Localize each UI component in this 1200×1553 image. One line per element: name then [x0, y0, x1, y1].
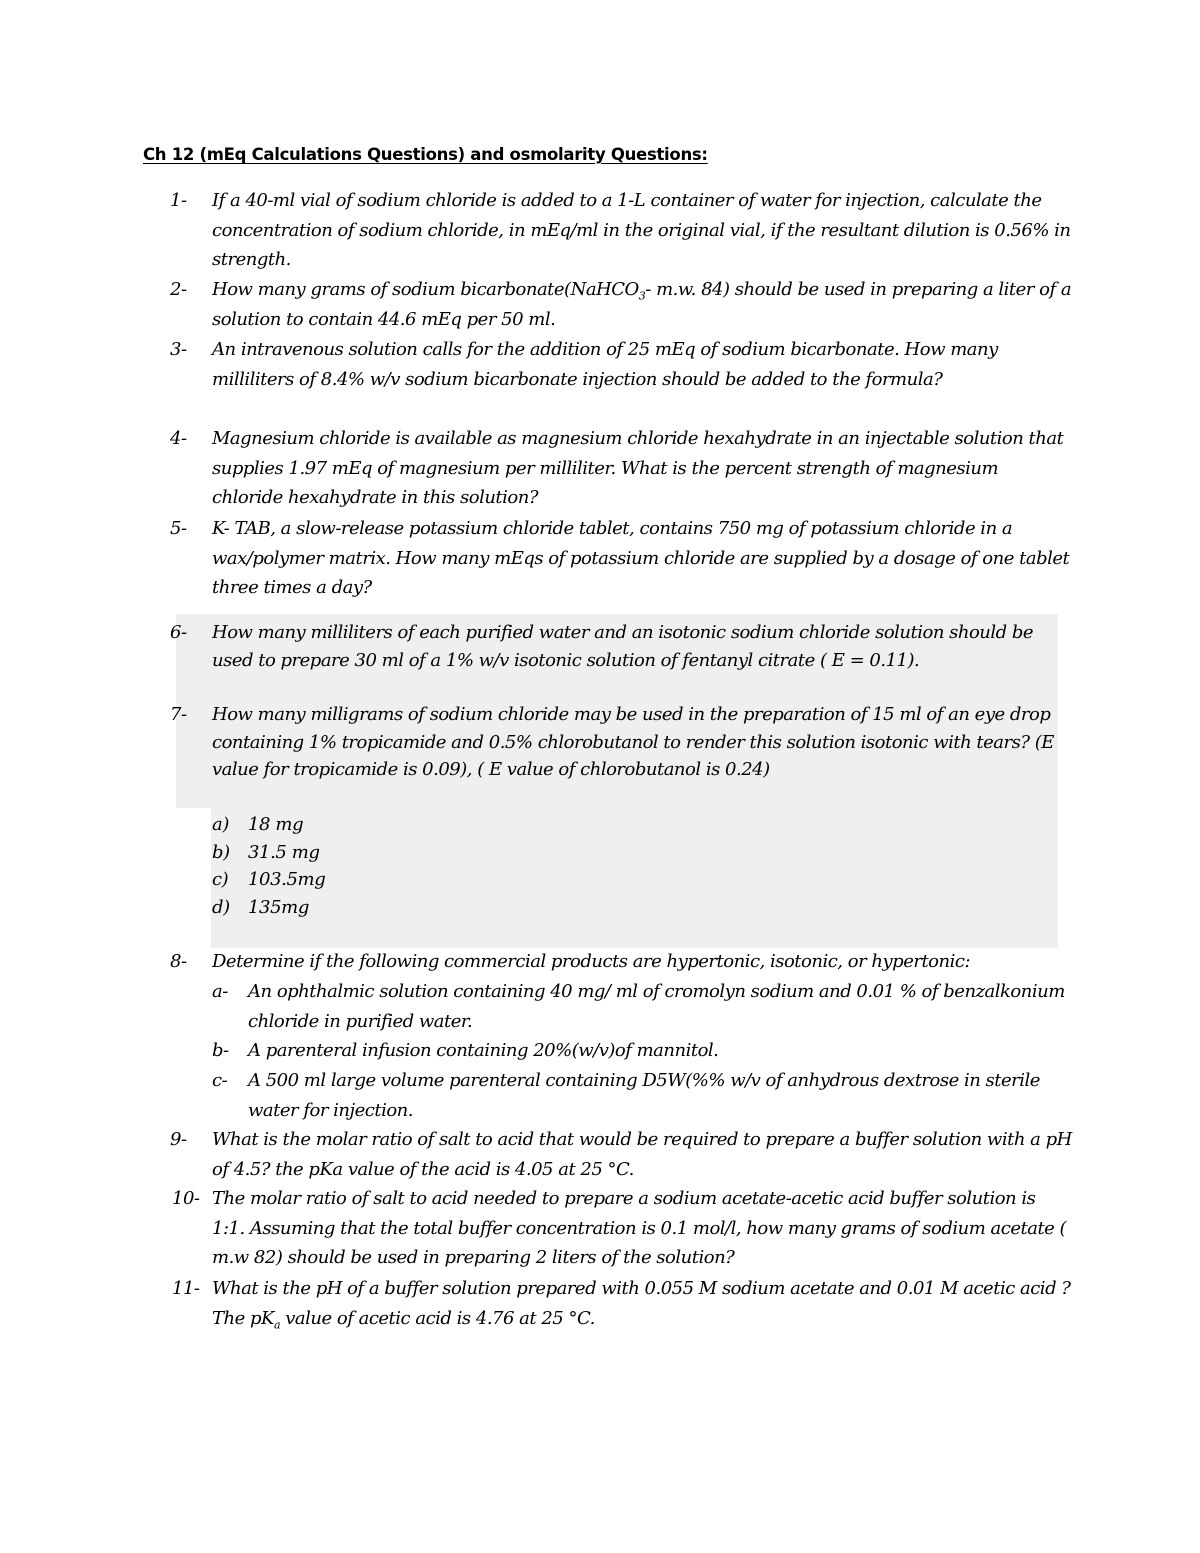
question-text [212, 275, 1072, 334]
subscript: a [273, 1318, 281, 1332]
question-text [212, 1184, 1072, 1273]
question-number: 2- [170, 279, 187, 300]
subscript: 3 [638, 289, 646, 303]
sub-item-label: c- [212, 1070, 228, 1091]
question-text-part: What is the pH of a buffer solution prepared with 0.055 M sodium acetate and 0.01 M acetic acid ? The pK [212, 1278, 1071, 1329]
question-text: How many milligrams of sodium chloride may be used in the preparation of 15 ml of an eye drop containing 1% tropicamide and 0.5% chlorobutanol to render this solution isotonic with tears? (E value for tropicamide is 0.09), ( E value of chlorobutanol is 0.24) [212, 704, 1054, 780]
question-text [212, 1274, 1072, 1333]
option-text: 103.5mg [248, 869, 326, 890]
question-text-part: - m.w. 84) should be used in preparing a liter of a solution to contain 44.6 mEq per 50 ml. [212, 279, 1072, 330]
question-text: If a 40-ml vial of sodium chloride is added to a 1-L container of water for injection, calculate the concentration of sodium chloride, in mEq/ml in the original vial, if the resultant dilution is 0.56% in strength. [212, 190, 1071, 270]
question-2 [170, 275, 1070, 334]
question-text-part: How many grams of sodium bicarbonate(NaHCO [212, 279, 639, 300]
question-6 [170, 619, 1070, 674]
answer-option [212, 866, 325, 893]
question-number: 9- [170, 1129, 187, 1150]
question-text: Magnesium chloride is available as magnesium chloride hexahydrate in an injectable solution that supplies 1.97 mEq of magnesium per milliliter. What is the percent strength of magnesium chloride hexahydrate in this solution? [212, 428, 1064, 508]
question-number: 10- [172, 1188, 200, 1209]
question-7 [170, 701, 1070, 784]
question-text: K- TAB, a slow-release potassium chloride tablet, contains 750 mg of potassium chloride in a wax/polymer matrix. How many mEqs of potassium chloride are supplied by a dosage of one tablet three times a day? [212, 518, 1070, 598]
question-number: 6- [170, 622, 187, 643]
question-text: What is the molar ratio of salt to acid that would be required to prepare a buffer solution with a pH of 4.5? the pKa value of the acid is 4.05 at 25 °C. [212, 1129, 1072, 1180]
question-number: 3- [170, 339, 187, 360]
question-number: 4- [170, 428, 187, 449]
question-text: How many milliliters of each purified water and an isotonic sodium chloride solution should be used to prepare 30 ml of a 1% w/v isotonic solution of fentanyl citrate ( E = 0.11). [212, 622, 1034, 671]
option-text: 31.5 mg [248, 842, 320, 863]
sub-item-text: A 500 ml large volume parenteral containing D5W(%% w/v of anhydrous dextrose in sterile water for injection. [248, 1070, 1040, 1121]
question-8 [170, 947, 1070, 977]
question-11 [172, 1274, 1072, 1333]
answer-option [212, 894, 309, 921]
sub-item [212, 1066, 1072, 1125]
question-number: 8- [170, 951, 187, 972]
question-text-part: value of acetic acid is 4.76 at 25 °C. [280, 1307, 595, 1329]
question-text-part: The molar ratio of salt to acid needed to prepare a sodium acetate-acetic acid buffer solution is 1:1. Assuming that the total buffer concentration is 0.1 mol/l, how many grams of sodium acetate ( m.w 82) should be used in preparing 2 liters of the solution? [212, 1188, 1067, 1268]
option-label: a) [212, 814, 229, 835]
sub-item-text: A parenteral infusion containing 20%(w/v)of mannitol. [248, 1040, 719, 1061]
question-1 [170, 186, 1070, 275]
question-5 [170, 514, 1070, 603]
sub-item [212, 1036, 1072, 1066]
question-number: 1- [170, 190, 187, 211]
page-title: Ch 12 (mEq Calculations Questions) and osmolarity Questions: [143, 145, 708, 164]
question-text: An intravenous solution calls for the addition of 25 mEq of sodium bicarbonate. How many milliliters of 8.4% w/v sodium bicarbonate injection should be added to the formula? [212, 339, 998, 390]
highlight-region [211, 808, 1058, 948]
option-text: 18 mg [248, 814, 304, 835]
question-10 [172, 1184, 1072, 1273]
question-number: 11- [172, 1278, 200, 1299]
answer-option [212, 811, 303, 838]
option-label: d) [212, 897, 230, 918]
answer-option [212, 839, 320, 866]
question-number: 5- [170, 518, 187, 539]
question-3 [170, 335, 1070, 394]
option-text: 135mg [248, 897, 309, 918]
sub-item-label: a- [212, 981, 228, 1002]
option-label: b) [212, 842, 230, 863]
sub-item-label: b- [212, 1040, 229, 1061]
question-number: 7- [170, 704, 187, 725]
sub-item [212, 977, 1072, 1036]
question-4 [170, 424, 1070, 513]
sub-item-text: An ophthalmic solution containing 40 mg/ ml of cromolyn sodium and 0.01 % of benzalkonium chloride in purified water. [248, 981, 1065, 1032]
question-9 [170, 1125, 1070, 1184]
question-text: Determine if the following commercial products are hypertonic, isotonic, or hypertonic: [212, 951, 971, 972]
option-label: c) [212, 869, 229, 890]
